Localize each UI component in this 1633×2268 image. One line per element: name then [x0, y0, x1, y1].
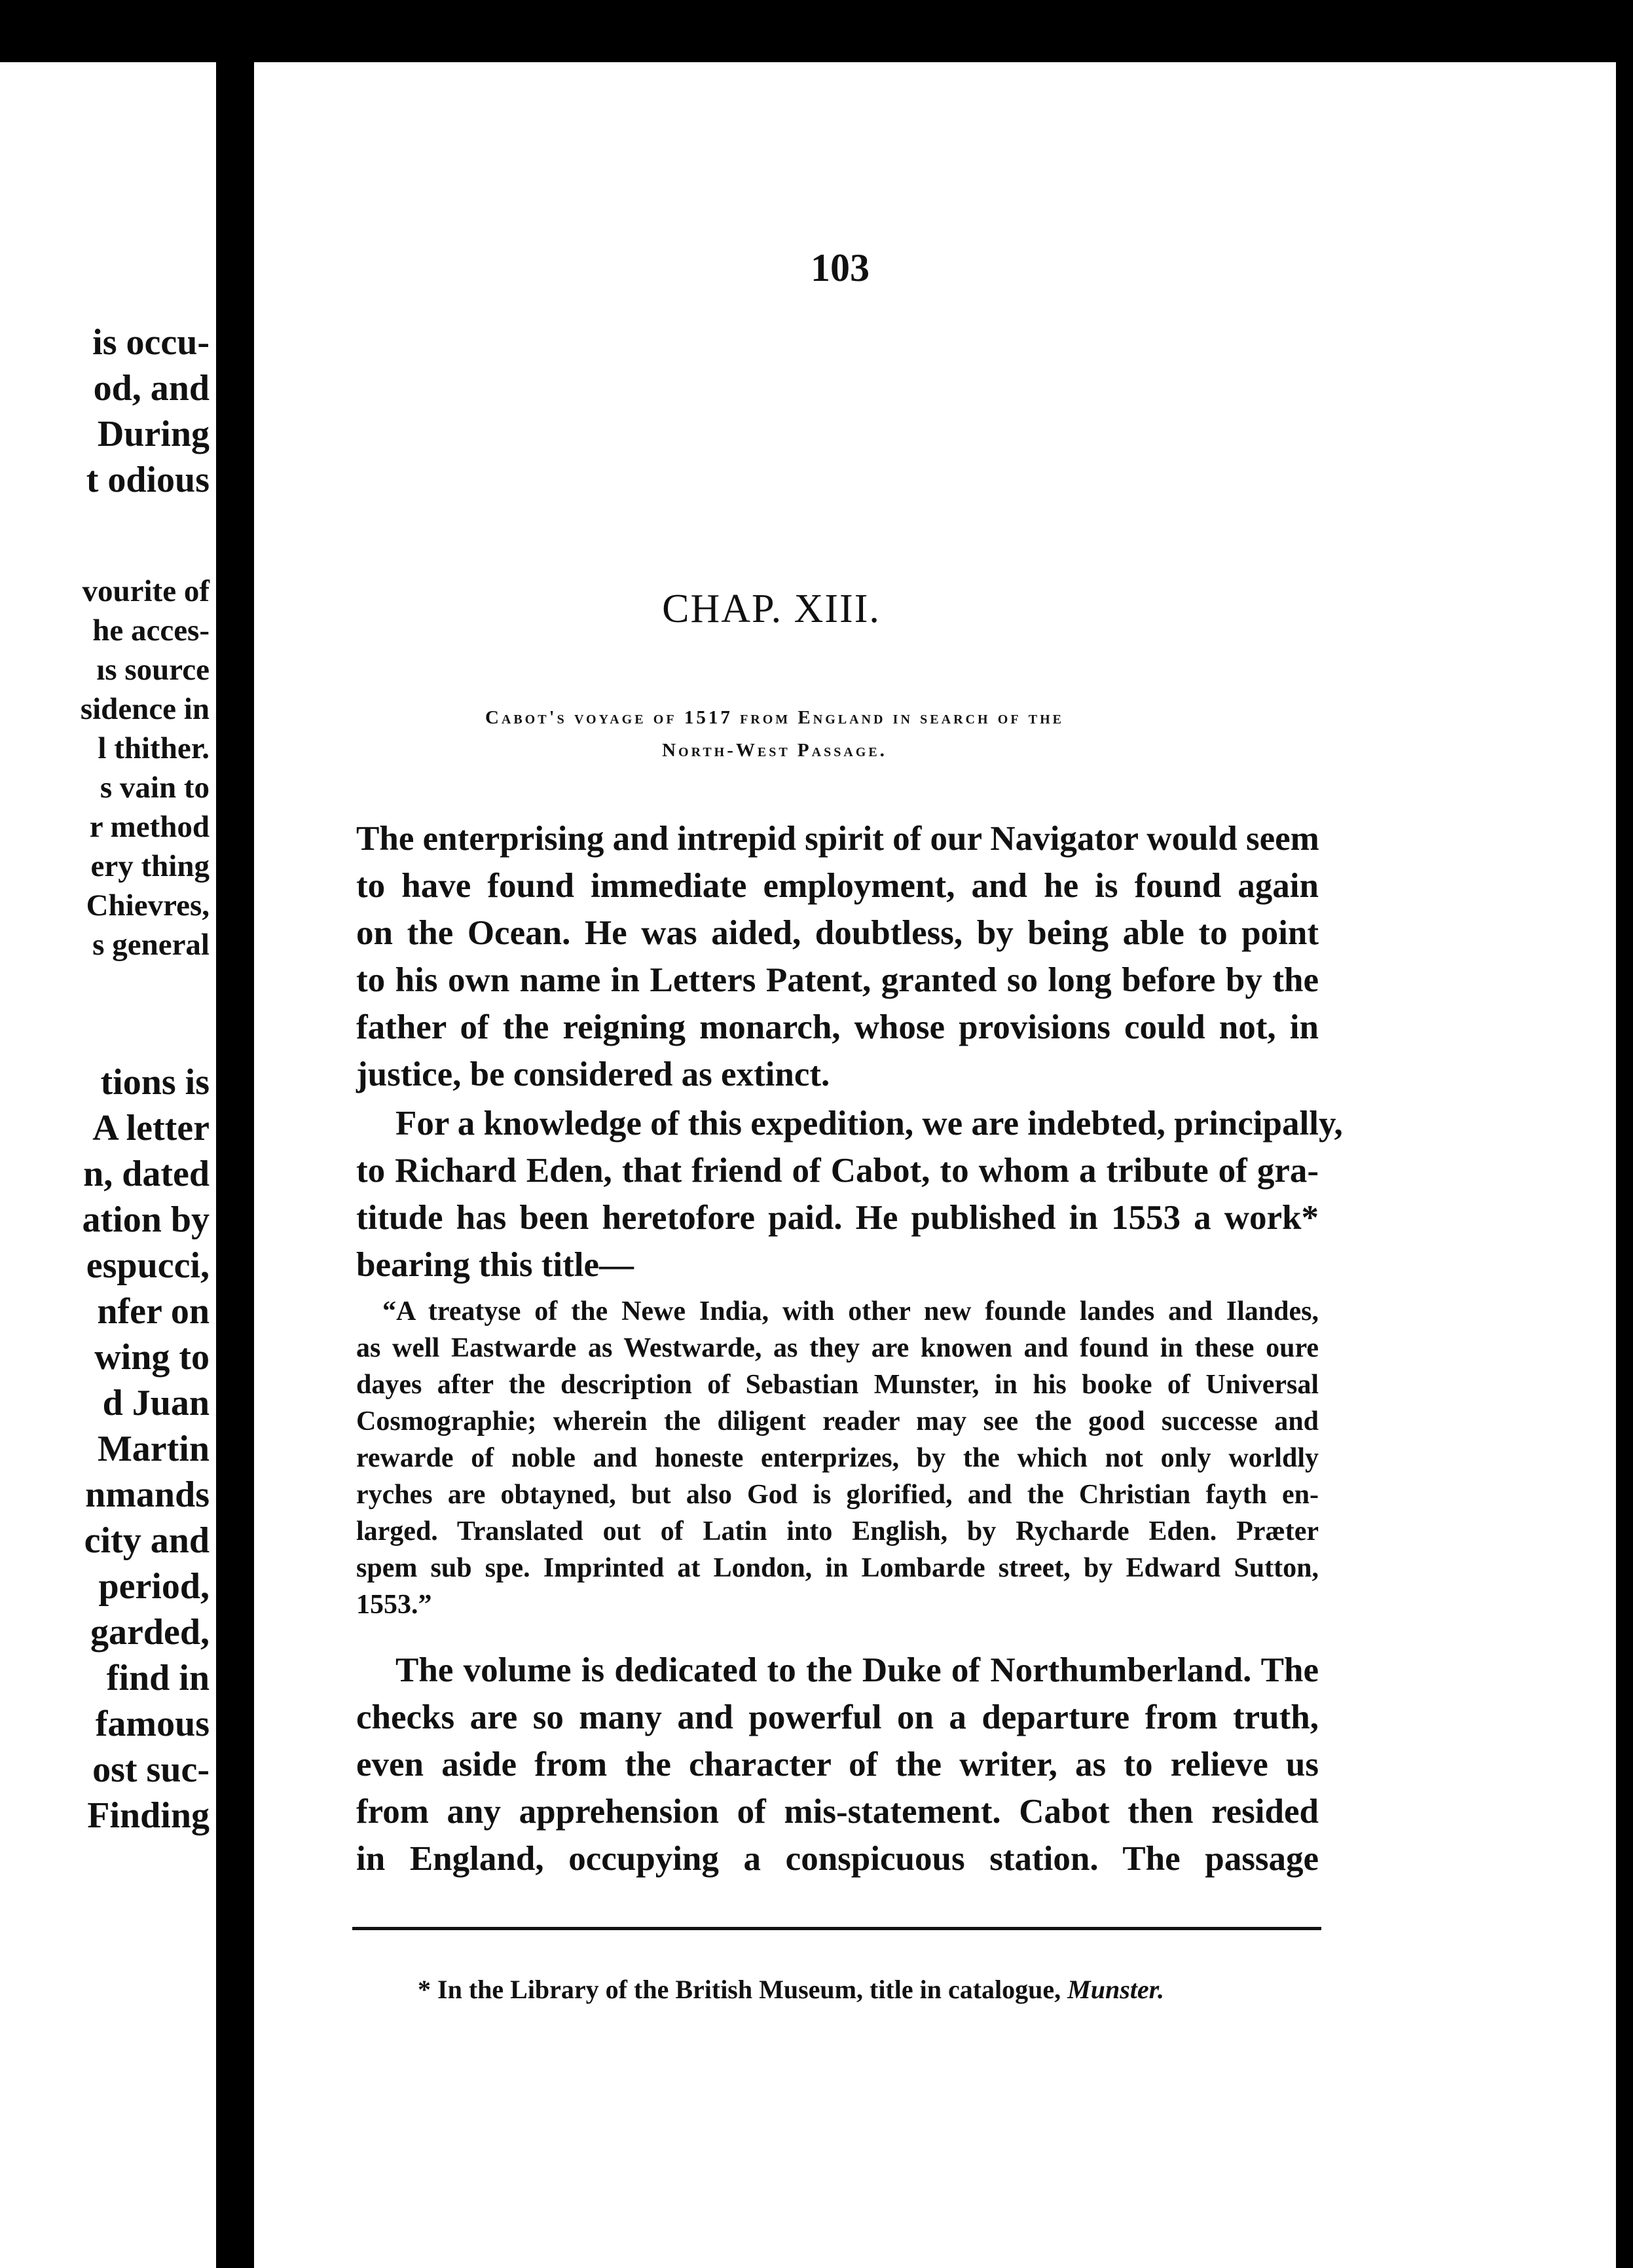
left-page-line: During: [97, 414, 210, 454]
quote-line: Cosmographie; wherein the diligent reader may see the good successe and: [356, 1406, 1319, 1436]
left-page-line: od, and: [93, 368, 210, 409]
text-line: to Richard Eden, that friend of Cabot, to whom a tribute of gra-: [356, 1152, 1319, 1190]
paragraph-2: [356, 1100, 1343, 1289]
text-line: to have found immediate employment, and he is found again: [356, 867, 1319, 905]
left-page-line: ost suc-: [92, 1749, 210, 1790]
left-page-line: n, dated: [83, 1154, 210, 1194]
quote-line: “A treatyse of the Newe India, with other new founde landes and Ilandes,: [382, 1296, 1319, 1326]
left-page-line: tions is: [100, 1062, 210, 1103]
left-page-line: espucci,: [86, 1245, 210, 1286]
left-page-line: A letter: [92, 1108, 210, 1148]
footnote-rule: [352, 1927, 1321, 1930]
left-page-line: s vain to: [100, 771, 210, 805]
left-page-line: wing to: [94, 1337, 210, 1378]
book-page: [254, 62, 1616, 2268]
footnote-italic: Munster.: [1067, 1975, 1165, 2004]
left-page-line: nmands: [85, 1474, 210, 1515]
left-page-line: he acces-: [92, 613, 210, 648]
text-line: checks are so many and powerful on a departure from truth,: [356, 1698, 1319, 1736]
left-page-line: garded,: [90, 1612, 210, 1653]
quote-line: spem sub spe. Imprinted at London, in Lombarde street, by Edward Sutton,: [356, 1553, 1319, 1583]
left-page-line: is occu-: [92, 322, 210, 363]
paragraph-3: [356, 1647, 1319, 1882]
scan-speck: [1518, 1959, 1527, 1967]
quote-line: rewarde of noble and honeste enterprizes, by the which not only worldly: [356, 1443, 1319, 1473]
text-line: titude has been heretofore paid. He published in 1553 a work*: [356, 1199, 1319, 1237]
text-line: even aside from the character of the writer, as to relieve us: [356, 1746, 1319, 1783]
quote-line: larged. Translated out of Latin into English, by Rycharde Eden. Præter: [356, 1516, 1319, 1546]
page-number: 103: [811, 246, 870, 289]
quote-line: as well Eastwarde as Westwarde, as they are knowen and found in these oure: [356, 1333, 1319, 1363]
quote-line: 1553.”: [356, 1590, 432, 1620]
paragraph-1: [356, 815, 1319, 1098]
left-page-line: famous: [95, 1704, 210, 1744]
left-page-line: t odious: [86, 460, 210, 500]
left-page-line: nfer on: [97, 1291, 210, 1332]
left-page-line: vourite of: [82, 574, 210, 608]
footnote-text: * In the Library of the British Museum, title in catalogue,: [418, 1975, 1068, 2004]
left-page-fragment: [0, 62, 216, 2268]
left-page-line: r method: [89, 810, 210, 844]
text-line: For a knowledge of this expedition, we are indebted, principally,: [395, 1105, 1343, 1143]
left-page-line: Chievres,: [86, 888, 210, 923]
book-title-quote: [356, 1293, 1319, 1623]
page-gutter: [242, 62, 254, 2268]
text-line: The enterprising and intrepid spirit of our Navigator would seem: [356, 820, 1319, 858]
left-page-line: d Juan: [102, 1383, 210, 1423]
text-line: on the Ocean. He was aided, doubtless, by being able to point: [356, 914, 1319, 952]
left-page-line: l thither.: [98, 731, 210, 765]
left-page-line: ıs source: [96, 653, 210, 687]
left-page-line: find in: [106, 1658, 210, 1698]
left-page-line: ery thing: [90, 849, 210, 883]
text-line: father of the reigning monarch, whose provisions could not, in: [356, 1008, 1319, 1046]
left-page-line: Finding: [87, 1795, 210, 1836]
left-page-line: city and: [84, 1520, 210, 1561]
left-page-line: period,: [98, 1566, 210, 1607]
quote-line: dayes after the description of Sebastian Munster, in his booke of Universal: [356, 1370, 1319, 1400]
left-page-line: ation by: [82, 1199, 210, 1240]
chapter-heading-line: Cabot's voyage of 1517 from England in search of the: [485, 707, 1065, 728]
left-page-line: s general: [92, 928, 210, 962]
text-line: justice, be considered as extinct.: [356, 1055, 830, 1093]
text-line: from any apprehension of mis-statement. Cabot then resided: [356, 1793, 1319, 1831]
text-line: The volume is dedicated to the Duke of Northumberland. The: [395, 1651, 1319, 1689]
text-line: bearing this title—: [356, 1246, 634, 1284]
chapter-heading-line: North-West Passage.: [662, 740, 887, 761]
scan-speck: [1499, 1954, 1516, 1967]
footnote: [418, 1974, 1164, 2005]
left-page-line: sidence in: [80, 692, 210, 726]
left-page-line: Martin: [97, 1429, 210, 1469]
text-line: to his own name in Letters Patent, granted so long before by the: [356, 961, 1319, 999]
text-line: in England, occupying a conspicuous station. The passage: [356, 1840, 1319, 1878]
quote-line: ryches are obtayned, but also God is glorified, and the Christian fayth en-: [356, 1480, 1319, 1510]
chapter-title: CHAP. XIII.: [662, 587, 881, 631]
